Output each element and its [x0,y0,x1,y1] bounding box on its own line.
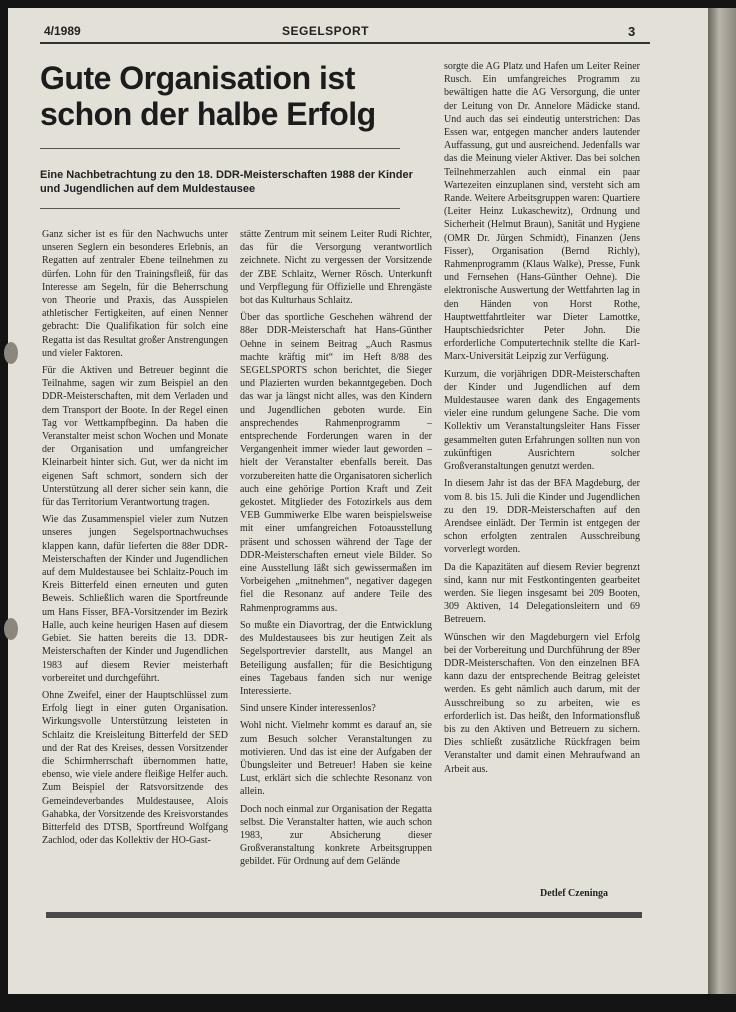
text-column-3 [444,60,640,910]
article-subheadline: Eine Nachbetrachtung zu den 18. DDR-Meisterschaften 1988 der Kinder und Jugendlichen auf dem Muldestausee [40,169,413,195]
issue-number: 4/1989 [44,24,81,38]
article-headline: Gute Organisation ist schon der halbe Erfolg [40,60,376,132]
page-stack-edge [708,8,736,994]
text-column-2 [240,228,432,908]
page-number: 3 [628,24,636,39]
paragraph: Da die Kapazitäten auf diesem Revier begrenzt sind, kann nur mit Festkontingenten gearbeitet werden. Sie liegen insgesamt bei 209 Booten, 309 Aktiven, 14 Delegationsleitern und 69 Betreuern. [444,561,640,626]
magazine-name: SEGELSPORT [282,24,370,38]
subheadline-rule-bottom [40,208,400,209]
paragraph: Wie das Zusammenspiel vieler zum Nutzen unseres jungen Segelsportnachwuchses klappen kann, dafür lieferten die 88er DDR-Meisterschaften der Kinder und Jugendlichen auf dem Muldestausee bei Schlaitz-Pouch im Kreis Bitterfeld einen erneuten und guten Beweis. Schließlich waren die Sportfreunde um Hans Fisser, BFA-Vorsitzender im Bezirk Halle, auch keine heurigen Hasen auf diesem Gebiet. Sie hatten bereits die 13. DDR-Meisterschaften der Kinder und Jugendlichen 1983 auf diesem Revier meisterhaft vorbereitet und durchgeführt. [42,514,228,684]
paragraph: stätte Zentrum mit seinem Leiter Rudi Richter, das für die Versorgung verantwortlich zeichnete. Nicht zu vergessen der Vorsitzende der ZBE Schlaitz, Werner Rösch. Unterkunft und Verpflegung für Offizielle und Ehrengäste bot das Kulturhaus Schlaitz. [240,229,432,307]
paragraph: sorgte die AG Platz und Hafen um Leiter Reiner Rusch. Ein umfangreiches Programm zu bewältigen hatte die AG Versorgung, die unter der Leitung von Dr. Annelore Mädicke stand. Und auch das sei eindeutig unterstrichen: Das Essen war, entgegen mancher anders lautender Auffassung, gut und ausreichend. Jedenfalls war das die Meinung vieler Aktiver. Das bei solchen Teilnehmerzahlen auch einmal ein paar Wartezeiten einzuplanen sind, versteht sich am Rande. Weitere Arbeitsgruppen waren: Quartiere (Leiter Heinz Lukaschewitz), Ordnung und Sicherheit (Helmut Braun), Sanität und Hygiene (OMR Dr. Jürgen Schmidt), Finanzen (Jens Fisser), Organisation (Bernd Richly), Rahmenprogramm (Klaus Walke), Presse, Funk und Fernsehen (Hans-Günther Oehne). Die elektronische Auswertung der Wettfahrten lag in den Händen von Horst Rothe, Hauptwettfahrtleiter war Dieter Lamottke, Hauptschiedsrichter Peter John. Die erforderliche Computertechnik stellte die Karl-Marx-Universität Leipzig zur Verfügung. [444,61,640,363]
paragraph: Kurzum, die vorjährigen DDR-Meisterschaften der Kinder und Jugendlichen auf dem Muldestausee waren dank des Engagements vieler eine rundum gelungene Sache. Die vom Kollektiv um Veranstaltungsleiter Hans Fisser gesammelten guten Erfahrungen sollten nun von zukünftigen Ausrichtern solcher Großveranstaltungen genutzt werden. [444,368,640,473]
subheadline-rule-top [40,148,400,149]
punch-hole [4,342,18,364]
paragraph: Über das sportliche Geschehen während der 88er DDR-Meisterschaft hat Hans-Günther Oehne in seinem Beitrag „Auch Rasmus machte kräftig mit“ im Heft 8/88 des SEGELSPORTS schon berichtet, die Sieger und Plazierten wurden bekanntgegeben. Doch das war ja längst nicht alles, was den Kindern und Jugendlichen geboten wurde. Ein ansprechendes Rahmenprogramm – entsprechende Forderungen waren in der Vergangenheit immer wieder laut geworden – hielt der Veranstalter ebenfalls bereit. Das vorzubereiten hatte die Organisatoren sicherlich auch eine gehörige Portion Kraft und Zeit gekostet. Mitglieder des Fotozirkels aus dem VEB Gummiwerke Elbe waren beispielsweise mit einer umfangreichen Fotoausstellung präsent und schossen während der Tage der DDR-Meisterschaften erneut viele Bilder. So eine Ausstellung läßt sich gewissermaßen im Vorbeigehen „mitnehmen“, negativer dagegen fiel die Resonanz auf andere Teile des Rahmenprogramms aus. [240,312,432,614]
author-byline: Detlef Czeninga [540,888,609,899]
paragraph: Wohl nicht. Vielmehr kommt es darauf an, sie zum Besuch solcher Veranstaltungen zu motivieren. Und das ist eine der Aufgaben der Übungsleiter und Betreuer! Haben sie keine Lust, erklärt sich die schlechte Resonanz von allein. [240,720,432,798]
header-rule [40,42,650,44]
footer-rule [46,912,642,918]
paragraph: In diesem Jahr ist das der BFA Magdeburg, der vom 8. bis 15. Juli die Kinder und Jugendlichen zu den 19. DDR-Meisterschaften auf den Arendsee einlädt. Der Termin ist entgegen der schon erfolgten zentralen Ausschreibung vorverlegt worden. [444,478,640,556]
paragraph: Wünschen wir den Magdeburgern viel Erfolg bei der Vorbereitung und Durchführung der 89er DDR-Meisterschaften. Von den einzelnen BFA kann dazu der entsprechende Beitrag geleistet werden. Es geht nämlich auch darum, mit der Ausschreibung so zu arbeiten, wie es erforderlich ist. Das heißt, den Informationsfluß bis zu den Aktiven und Betreuern zu sichern. Dies schließt zusätzliche Rückfragen beim Veranstalter und damit einen Mehraufwand an Arbeit aus. [444,631,640,775]
paragraph: Ganz sicher ist es für den Nachwuchs unter unseren Seglern ein besonderes Erlebnis, an Regatten auf zentraler Ebene teilnehmen zu dürfen. Lohn für den Trainingsfleiß, für das Interesse am Segeln, für die Beherrschung von Theorie und Praxis, das Ausspielen athletischer Fertigkeiten, auf einen Nenner gebracht: Die Qualifikation für solch eine Regatta ist das Resultat großer Anstrengungen und vieler Faktoren. [42,229,228,359]
text-column-1 [42,228,228,908]
punch-hole [4,618,18,640]
paragraph: Ohne Zweifel, einer der Hauptschlüssel zum Erfolg liegt in einer guten Organisation. Wirkungsvolle Unterstützung leisteten in Schlaitz die Kreisleitung Bitterfeld der SED und der Rat des Kreises, dessen Vorsitzender die Schirmherrschaft übernommen hatte, ebenso, wie viele andere fleißige Helfer auch. Zum Beispiel der Ratsvorsitzende des Gemeindeverbandes Muldestausee, Alois Gahabka, der Vorsitzende des Kreisvorstandes Bitterfeld des DTSB, Sportfreund Wolfgang Zachlod, oder das Kollektiv der HO-Gast- [42,689,228,847]
inline-heading: Sind unsere Kinder interessenlos? [240,703,376,715]
paragraph: Für die Aktiven und Betreuer beginnt die Teilnahme, sagen wir zum Beispiel an den DDR-Meisterschaften, mit dem Verladen und dem Transport der Boote. In der Regel einen Tag vor Wettkampfbeginn. Da haben die Veranstalter meist schon Wochen und Monate der Organisation und umfangreicher Kleinarbeit hinter sich. Gut, wer da nicht im eigenen Saft schmort, sondern sich der Unterstützung all derer sicher sein kann, die für das Territorium Verantwortung tragen. [42,365,228,509]
paragraph: Doch noch einmal zur Organisation der Regatta selbst. Die Veranstalter hatten, wie auch schon 1983, zur Absicherung dieser Großveranstaltung konkrete Arbeitsgruppen gebildet. Für Ordnung auf dem Gelände [240,803,432,868]
paragraph: So mußte ein Diavortrag, der die Entwicklung des Muldestausees bis zur heutigen Zeit als Segelsportrevier darstellt, aus Mangel an Beteiligung ausfallen; für die Besichtigung eines Tagebaus fanden sich nur wenige Interessierte. [240,619,432,697]
